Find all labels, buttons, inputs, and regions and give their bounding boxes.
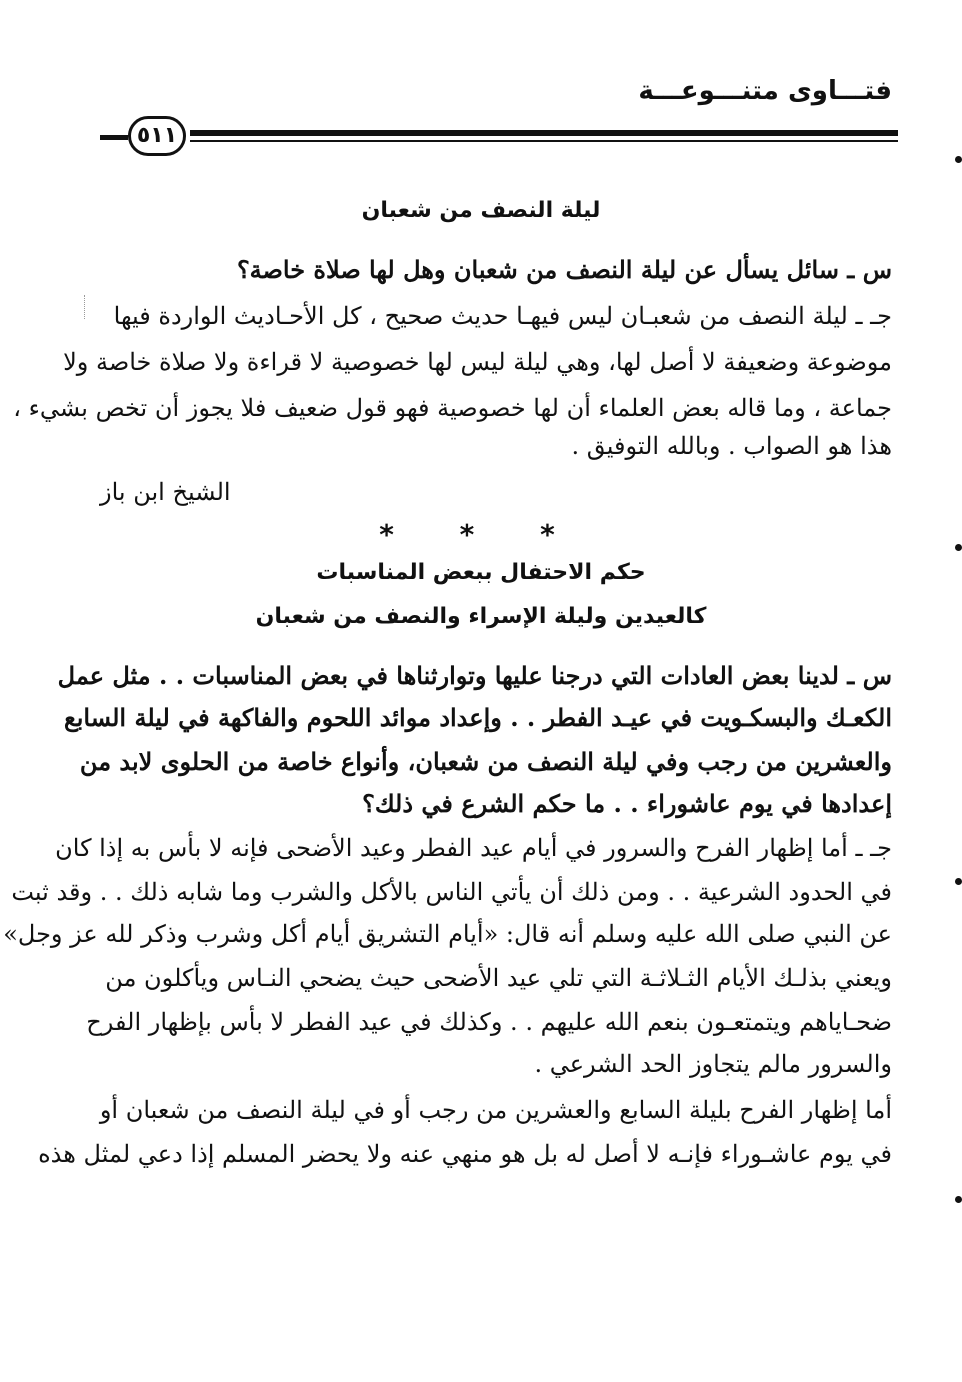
section1-answer-line: جماعة ، وما قاله بعض العلماء أن لها خصوصية فهو قول ضعيف فلا يجوز أن تخص بشيء ،: [13, 394, 892, 422]
section2-paragraph-line: أما إظهار الفرح بليلة السابع والعشرين من رجب أو في ليلة النصف من شعبان أو: [99, 1096, 892, 1124]
separator-stars: * * *: [379, 518, 583, 551]
header-rule-thin: [190, 140, 898, 142]
header-rule-left: [100, 135, 128, 140]
section2-title-line1: حكم الاحتفال ببعض المناسبات: [316, 560, 646, 585]
section2-question-line: والعشرين من رجب وفي ليلة النصف من شعبان، وأنواع خاصة من الحلوى لابد من: [79, 747, 892, 776]
section1-title: ليلة النصف من شعبان: [361, 198, 601, 223]
section2-paragraph-line: في يوم عاشـوراء فإنـه لا أصل له بل هو منهي عنه ولا يحضر المسلم إذا دعي لمثل هذه: [38, 1140, 892, 1168]
scan-dot: [955, 544, 962, 551]
section2-question-line: إعدادها في يوم عاشوراء . . ما حكم الشرع في ذلك؟: [362, 789, 892, 818]
section2-question-line: س ـ لدينا بعض العادات التي درجنا عليها وتوارثناها في بعض المناسبات . . مثل عمل: [57, 661, 892, 690]
section2-answer-line: ضحـاياهم ويتمتعـون بنعم الله عليهم . . وكذلك في عيد الفطر لا بأس بإظهار الفرح: [86, 1008, 892, 1036]
section2-question-line: الكعـك والبسكـويت في عيـد الفطر . . وإعداد موائد اللحوم والفاكهة في ليلة السابع: [63, 703, 892, 732]
section1-question: س ـ سائل يسأل عن ليلة النصف من شعبان وهل لها صلاة خاصة؟: [236, 255, 892, 284]
section2-title-line2: كالعيدين وليلة الإسراء والنصف من شعبان: [255, 604, 707, 629]
running-title: فتـــاوى متنـــوعـــة: [638, 76, 892, 106]
scan-dot: [955, 878, 962, 885]
section2-answer-line: عن النبي صلى الله عليه وسلم أنه قال: «أيام التشريق أيام أكل وشرب وذكر لله عز وجل»: [3, 920, 892, 948]
header-rule: [190, 130, 898, 136]
section1-answer-line: جـ ـ ليلة النصف من شعبـان ليس فيهـا حديث صحيح ، كل الأحـاديث الواردة فيها: [113, 302, 892, 330]
section1-answer-line: موضوعة وضعيفة لا أصل لها، وهي ليلة ليس لها خصوصية لا قراءة ولا صلاة خاصة ولا: [63, 348, 892, 376]
section2-answer-line: ويعني بذلـك الأيام الثـلاثـة التي تلي عيد الأضحى حيث يضحي النـاس ويأكلون من: [105, 964, 892, 992]
scan-dot: [955, 1196, 962, 1203]
section2-answer-line: جـ ـ أما إظهار الفرح والسرور في أيام عيد الفطر وعيد الأضحى فإنه لا بأس به إذا كان: [55, 834, 892, 862]
section2-answer-line: في الحدود الشرعية . . ومن ذلك أن يأتي الناس بالأكل والشرب وما شابه ذلك . . وقد ثبت: [11, 878, 892, 906]
scan-dot: [955, 156, 962, 163]
section1-answer-line: هذا هو الصواب . وبالله التوفيق .: [571, 432, 892, 460]
section2-answer-line: والسرور مالم يتجاوز الحد الشرعي .: [534, 1050, 892, 1078]
signature: الشيخ ابن باز: [100, 478, 231, 506]
page-number: ٥١١: [128, 116, 186, 156]
